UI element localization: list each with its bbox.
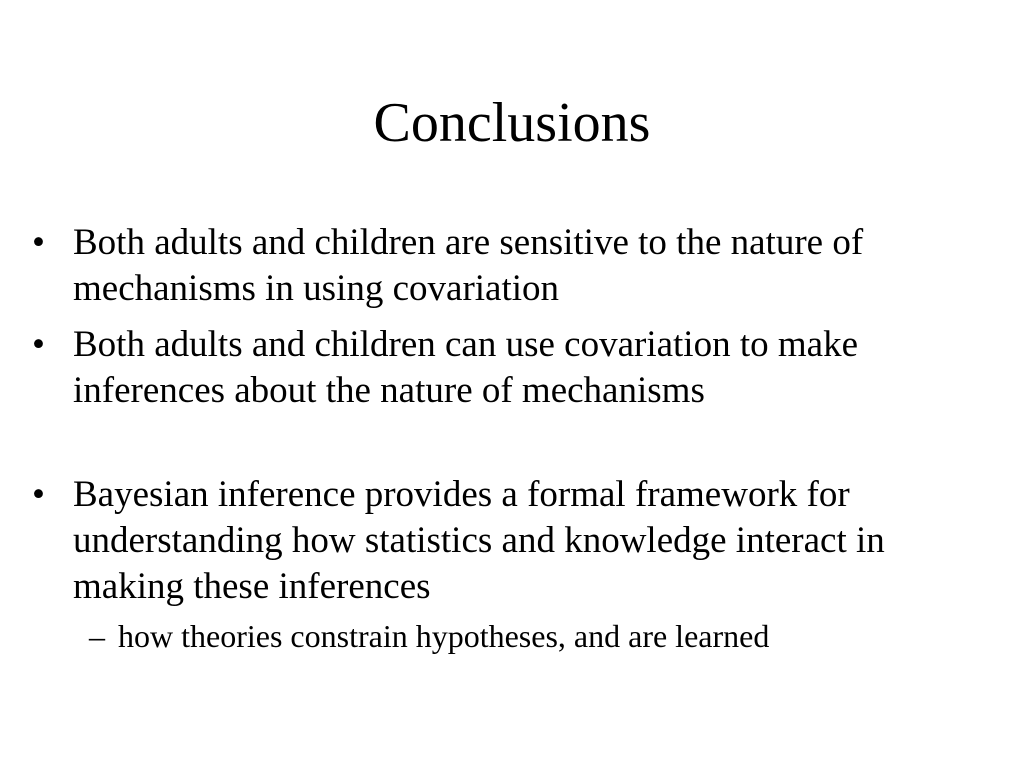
sub-bullet-marker: –: [89, 618, 105, 654]
bullet-item: [32, 322, 992, 414]
bullet-item: [32, 220, 992, 312]
bullet-item: [32, 472, 992, 656]
bullet-marker: •: [32, 474, 45, 515]
sub-bullet-list: [73, 616, 992, 656]
bullet-list: [32, 220, 992, 656]
bullet-text: Both adults and children are sensitive to the nature of mechanisms in using covariation: [73, 222, 864, 309]
sub-bullet-item: [89, 616, 992, 656]
bullet-text: Bayesian inference provides a formal framework for understanding how statistics and knowledge interact in making these inferences: [73, 474, 885, 607]
sub-bullet-text: how theories constrain hypotheses, and are learned: [118, 618, 770, 654]
bullet-marker: •: [32, 324, 45, 365]
slide-title: Conclusions: [373, 92, 651, 154]
bullet-text: Both adults and children can use covariation to make inferences about the nature of mechanisms: [73, 324, 858, 411]
bullet-marker: •: [32, 222, 45, 263]
